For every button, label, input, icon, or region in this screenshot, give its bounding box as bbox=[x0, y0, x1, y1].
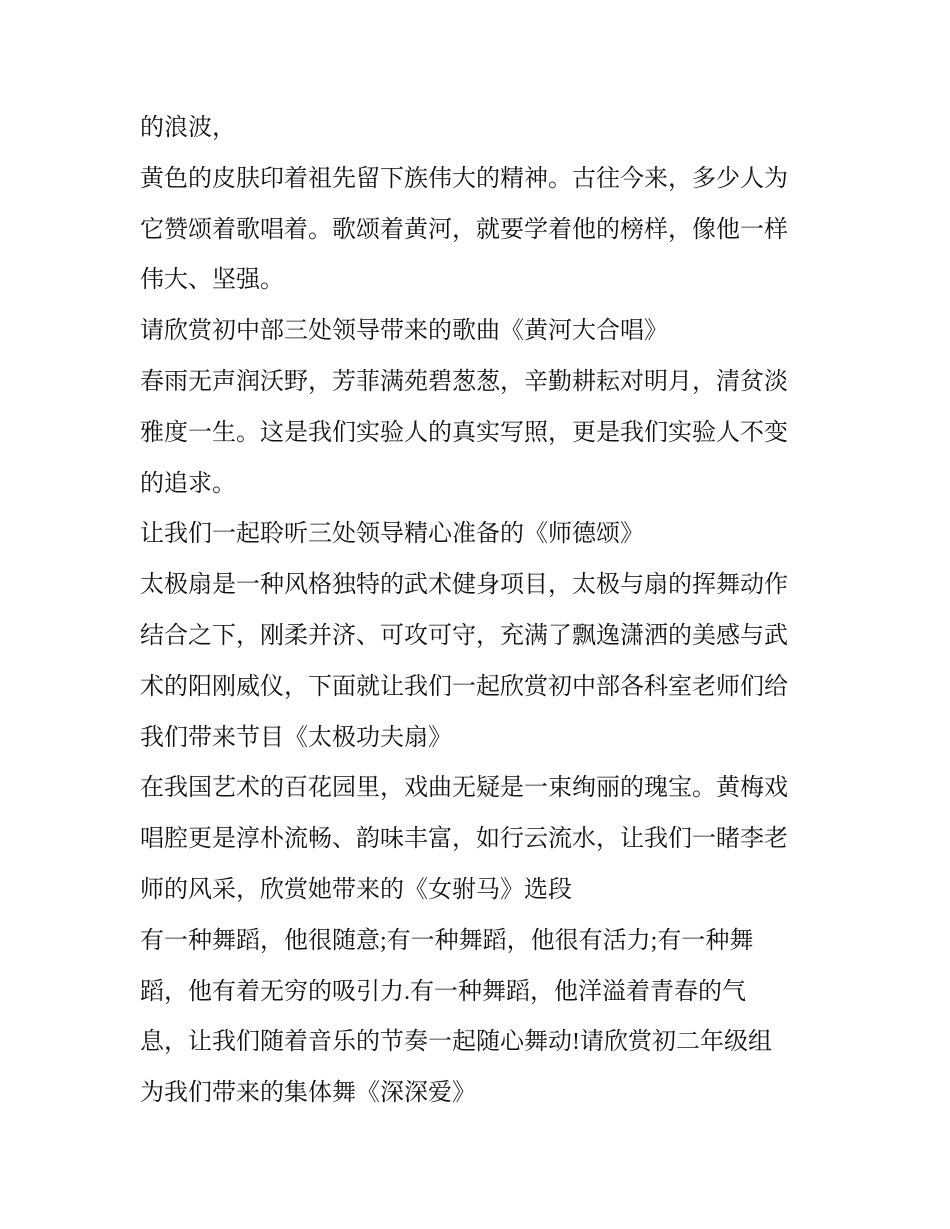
text-line: 我们带来节目《太极功夫扇》 bbox=[140, 724, 452, 751]
document-body bbox=[140, 103, 840, 1119]
text-line: 的追求。 bbox=[140, 470, 236, 497]
text-line: 师的风采，欣赏她带来的《女驸马》选段 bbox=[140, 876, 572, 903]
text-line: 伟大、坚强。 bbox=[140, 267, 284, 294]
text-line: 在我国艺术的百花园里，戏曲无疑是一束绚丽的瑰宝。黄梅戏 bbox=[140, 775, 788, 802]
text-line: 唱腔更是淳朴流畅、韵味丰富，如行云流水，让我们一睹李老 bbox=[140, 826, 788, 853]
text-line: 蹈，他有着无穷的吸引力.有一种舞蹈，他洋溢着青春的气 bbox=[140, 978, 746, 1005]
text-line: 有一种舞蹈，他很随意;有一种舞蹈，他很有活力;有一种舞 bbox=[140, 927, 754, 954]
text-line: 术的阳刚威仪，下面就让我们一起欣赏初中部各科室老师们给 bbox=[140, 673, 788, 700]
text-line: 请欣赏初中部三处领导带来的歌曲《黄河大合唱》 bbox=[140, 318, 668, 345]
text-line: 让我们一起聆听三处领导精心准备的《师德颂》 bbox=[140, 521, 644, 548]
text-line: 的浪波， bbox=[140, 115, 236, 141]
text-line: 为我们带来的集体舞《深深爱》 bbox=[140, 1080, 476, 1107]
text-line: 结合之下，刚柔并济、可攻可守，充满了飘逸潇洒的美感与武 bbox=[140, 622, 788, 649]
text-line: 雅度一生。这是我们实验人的真实写照，更是我们实验人不变 bbox=[140, 419, 788, 446]
text-line: 息，让我们随着音乐的节奏一起随心舞动!请欣赏初二年级组 bbox=[140, 1029, 772, 1056]
text-line: 春雨无声润沃野，芳菲满苑碧葱葱，辛勤耕耘对明月，清贫淡 bbox=[140, 368, 788, 395]
text-line: 太极扇是一种风格独特的武术健身项目，太极与扇的挥舞动作 bbox=[140, 572, 788, 599]
text-line: 它赞颂着歌唱着。歌颂着黄河，就要学着他的榜样，像他一样 bbox=[140, 216, 788, 243]
text-line: 黄色的皮肤印着祖先留下族伟大的精神。古往今来，多少人为 bbox=[140, 165, 788, 192]
